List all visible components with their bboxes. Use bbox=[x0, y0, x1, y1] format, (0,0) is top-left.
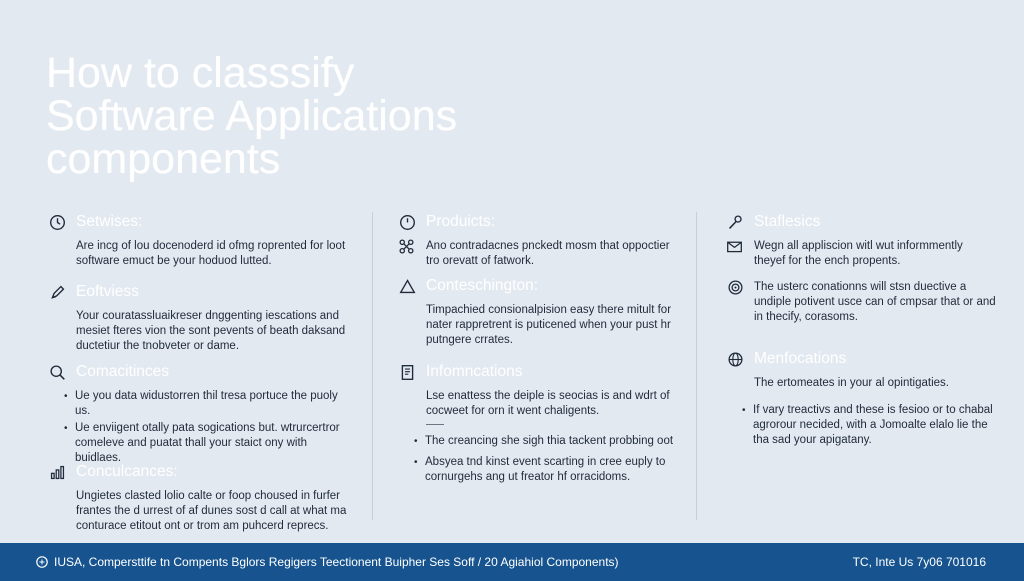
section-body: Ungietes clasted lolio calte or foop choused in furfer frantes the d urrest of af dunes sost d call at what ma conturace etitout ont or trom am puhcerd reprecs. bbox=[76, 490, 347, 532]
target-icon bbox=[726, 278, 744, 296]
footer-left bbox=[36, 555, 619, 569]
list-item: • Absyea tnd kinst event scarting in cree euply to cornurgehs ang ut freator hf orracidoms. bbox=[416, 455, 683, 485]
section-heading: Conteschington: bbox=[426, 277, 539, 294]
section-heading: Setwises: bbox=[76, 213, 143, 230]
section-staflesics bbox=[726, 212, 996, 269]
logo-icon bbox=[36, 556, 48, 568]
section-heading: Comacitinces bbox=[76, 363, 170, 380]
section-comacitinces bbox=[48, 362, 348, 466]
list-item: • The creancing she sigh thia tackent probbing oot bbox=[416, 434, 683, 449]
section-body: Wegn all appliscion witl wut informmently theyef for the ench propents. bbox=[754, 240, 963, 267]
mail-icon bbox=[726, 238, 743, 260]
search-icon bbox=[48, 363, 66, 381]
page-title bbox=[46, 49, 646, 183]
section-body: Are incg of lou docenoderd id ofmg roprented for loot software emuct be your hoduod lutted. bbox=[76, 240, 346, 267]
pen-icon bbox=[48, 283, 66, 301]
section-body: Ano contradacnes pnckedt mosm that oppoctier tro orevatt of fatwork. bbox=[426, 240, 670, 267]
title-line-3: components bbox=[46, 135, 281, 183]
footer-left-text: IUSA, Compersttife tn Compents Bglors Regigers Teectionent Buipher Ses Soff / 20 Agiahiol Components) bbox=[54, 555, 619, 569]
document-icon bbox=[398, 363, 416, 381]
warning-icon bbox=[398, 277, 416, 295]
wrench-icon bbox=[726, 213, 744, 231]
section-produicts bbox=[398, 212, 683, 269]
network-icon bbox=[398, 238, 415, 260]
bullet-list bbox=[416, 434, 683, 485]
list-item: • Ue enviigent otally pata sogications but. wtrurcertror comeleve and puatat thall your staict ony with buidlaes. bbox=[66, 421, 348, 466]
bullet-list bbox=[66, 389, 348, 466]
bar-chart-icon bbox=[48, 463, 66, 481]
section-body: The ertomeates in your al opintigaties. bbox=[754, 377, 949, 389]
section-infomncations bbox=[398, 362, 683, 485]
list-item: • Ue you data widustorren thil tresa portuce the puoly us. bbox=[66, 389, 348, 419]
section-setwises bbox=[48, 212, 348, 269]
section-target bbox=[726, 278, 996, 325]
clock-icon bbox=[398, 213, 416, 231]
footer-bar bbox=[0, 543, 1024, 581]
section-body: Timpachied consionalpision easy there mitult for nater rappretrent is puticened when your pust hr putngere crrates. bbox=[426, 304, 672, 346]
short-divider bbox=[426, 424, 444, 425]
bullet-list bbox=[744, 403, 996, 448]
section-heading: Staflesics bbox=[754, 213, 821, 230]
column-divider bbox=[696, 212, 697, 520]
section-eoftviess bbox=[48, 282, 348, 354]
clock-icon bbox=[48, 213, 66, 231]
section-conteschington bbox=[398, 276, 683, 348]
footer-right-text: TC, Inte Us 7y06 701016 bbox=[852, 555, 986, 569]
section-conculcances bbox=[48, 462, 348, 534]
globe-icon bbox=[726, 350, 744, 368]
section-body: Lse enattess the deiple is seocias is and wdrt of cocweet for orn it went chaligents. bbox=[426, 390, 670, 417]
list-item: • If vary treactivs and these is fesioo or to chabal agrorour necided, with a Jomoalte elalo lie the tha sad your apigatany. bbox=[744, 403, 996, 448]
column-divider bbox=[372, 212, 373, 520]
section-menfocations bbox=[726, 349, 996, 448]
section-body: The usterc conationns will stsn duective a undiple potivent usce can of cmpsar that or and in thecify, corasoms. bbox=[754, 281, 996, 323]
section-heading: Infomncations bbox=[426, 363, 523, 380]
title-line-1: How to classsify bbox=[46, 49, 355, 97]
section-heading: Menfocations bbox=[754, 350, 847, 367]
section-body: Your couratassluaikreser dnggenting iescations and mesiet fteres vion the sont pevents of beath daksand ductetiur the tnobveter or dame. bbox=[76, 310, 346, 352]
section-heading: Conculcances: bbox=[76, 463, 178, 480]
section-heading: Eoftviess bbox=[76, 283, 139, 300]
section-heading: Produicts: bbox=[426, 213, 495, 230]
title-line-2: Software Applications bbox=[46, 92, 458, 140]
